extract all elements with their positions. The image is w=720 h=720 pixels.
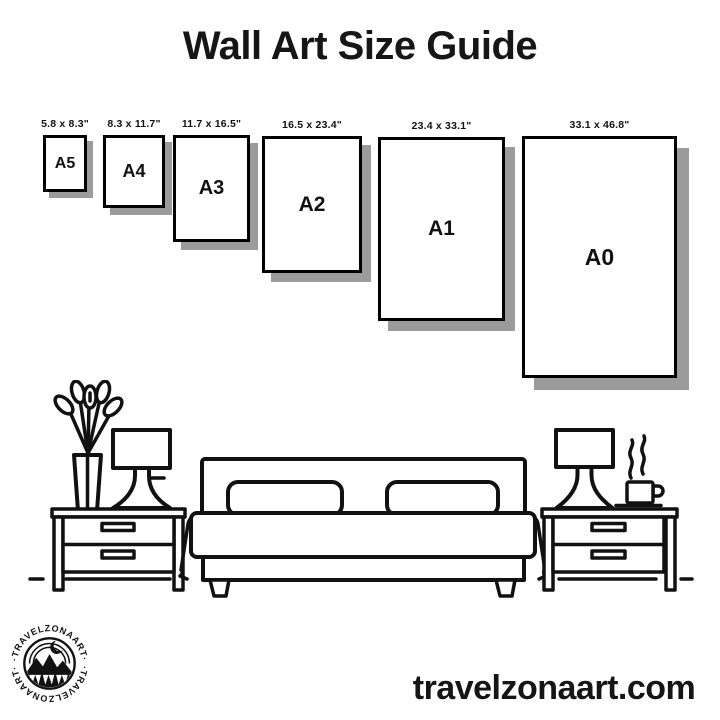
website-url: travelzonaart.com (412, 669, 696, 707)
poster-frame-a5 (43, 135, 87, 192)
table-lamp-icon (113, 430, 170, 508)
size-item-a2 (262, 119, 362, 273)
poster-frame-a0 (522, 136, 677, 378)
drawer-handle (592, 524, 625, 531)
bed-leg (496, 580, 515, 596)
dimension-label-a3: 11.7 x 16.5" (181, 118, 242, 130)
size-code-a2: A2 (298, 192, 326, 216)
drawer-handle (592, 551, 625, 558)
dimension-label-a1: 23.4 x 33.1" (411, 120, 472, 132)
size-item-a1 (378, 120, 505, 321)
size-item-a3 (173, 118, 250, 242)
poster-frame-a3 (173, 135, 250, 242)
page-title: Wall Art Size Guide (182, 24, 538, 68)
dimension-label-a5: 5.8 x 8.3" (41, 118, 89, 130)
bed-base (203, 557, 524, 580)
brand-logo (2, 616, 97, 711)
logo-text-bottom: ·TRAVELZONAART· (9, 665, 90, 704)
drawer-handle (102, 524, 134, 531)
steam-icon (630, 440, 633, 478)
bedroom-illustration (0, 380, 720, 605)
poster-frame-a1 (378, 137, 505, 321)
table-lamp-icon (556, 430, 613, 508)
dimension-label-a2: 16.5 x 23.4" (282, 119, 342, 131)
poster-frame-a4 (103, 135, 165, 208)
poster-frame-a2 (262, 136, 362, 273)
steam-icon (642, 436, 645, 474)
dimension-label-a4: 8.3 x 11.7" (107, 118, 161, 130)
size-code-a0: A0 (584, 243, 615, 270)
drawer-handle (102, 551, 134, 558)
size-code-a5: A5 (54, 154, 76, 172)
dimension-label-a0: 33.1 x 46.8" (569, 119, 630, 131)
size-item-a0 (522, 119, 677, 378)
mattress (191, 513, 535, 557)
size-code-a3: A3 (198, 177, 225, 199)
pillow (228, 482, 342, 515)
size-item-a4 (103, 118, 165, 208)
size-item-a5 (41, 118, 89, 192)
size-code-a1: A1 (428, 217, 455, 240)
logo-text-top: ·TRAVELZONAART· (9, 623, 90, 662)
double-bed-icon (180, 459, 546, 596)
size-code-a4: A4 (122, 161, 146, 181)
pillow (387, 482, 498, 515)
coffee-cup-icon (616, 436, 663, 506)
bed-leg (210, 580, 229, 596)
